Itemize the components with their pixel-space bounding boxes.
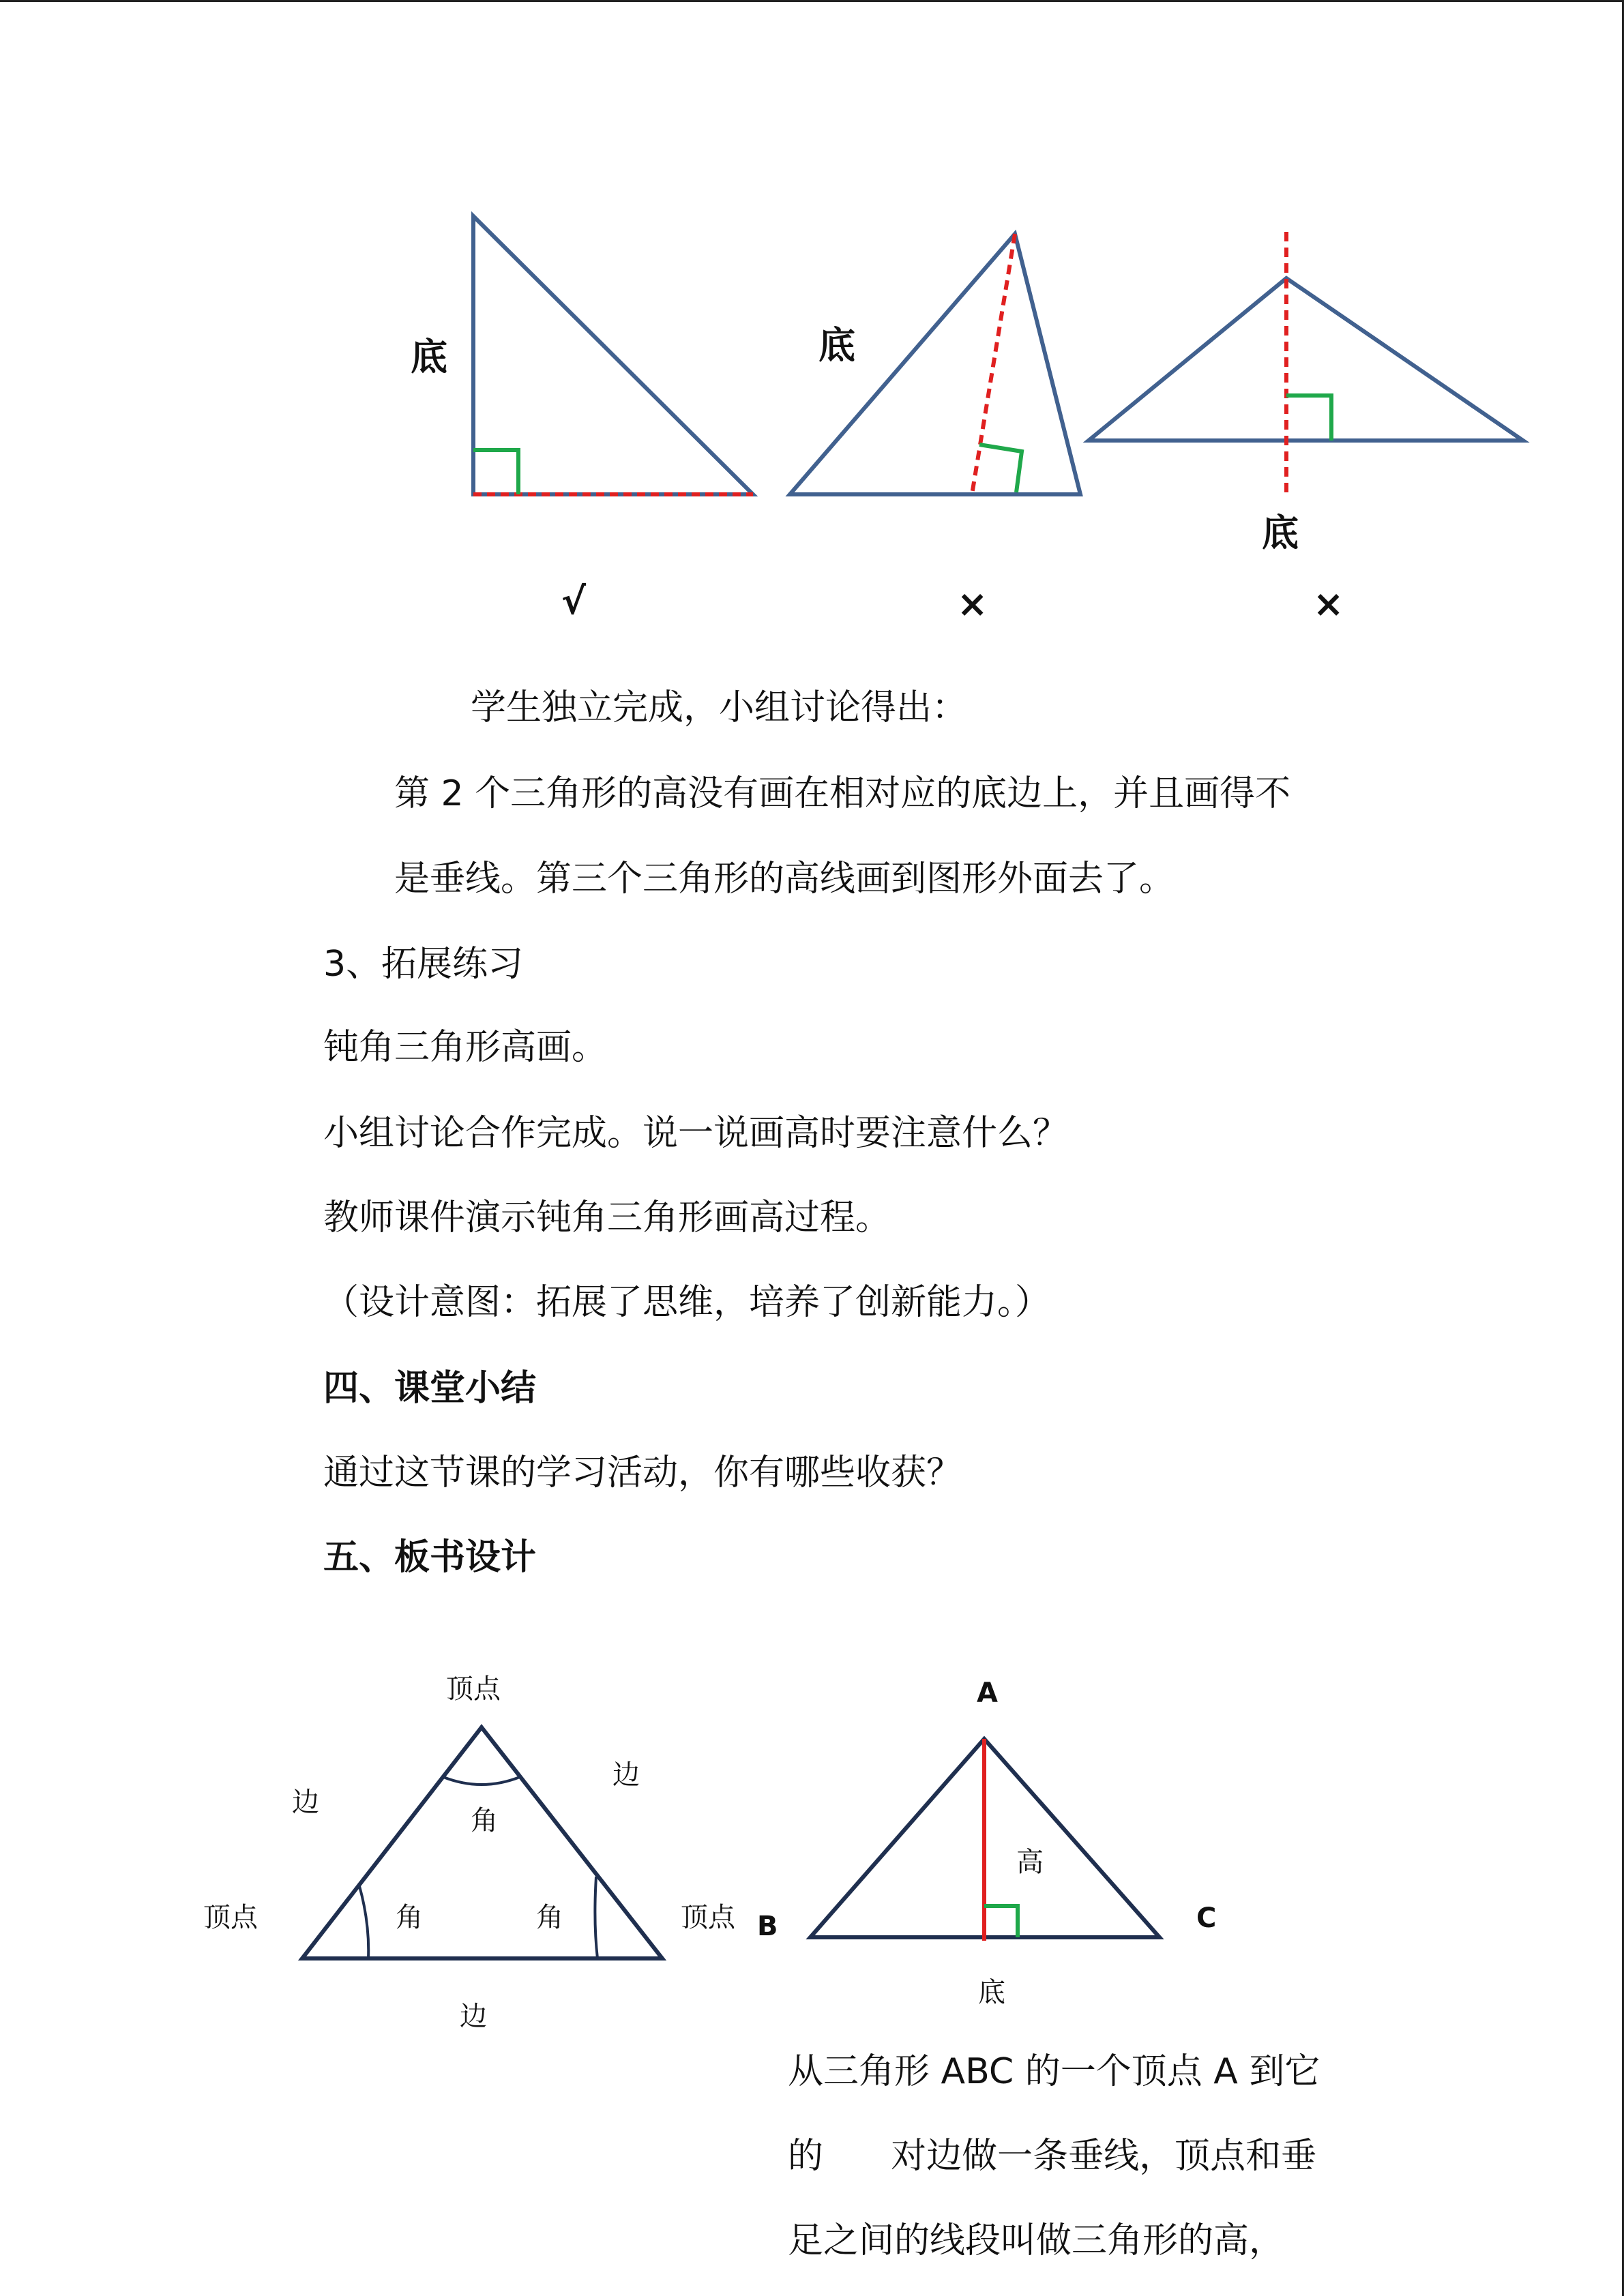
paragraph-4: 3、拓展练习 (323, 944, 524, 985)
triangle-2-dashed-height (972, 234, 1015, 494)
paragraph-8: （设计意图：拓展了思维，培养了创新能力。） (323, 1282, 1051, 1323)
triangle-3-label: 底 (1262, 511, 1299, 554)
paragraph-5: 钝角三角形高画。 (323, 1027, 608, 1068)
angle-arc-left (359, 1886, 368, 1958)
triangle-2-mark: × (957, 582, 988, 625)
definition-line-2: 的 对边做一条垂线，顶点和垂 (788, 2136, 1317, 2177)
triangle-1-label: 底 (411, 336, 447, 378)
definition-line-3: 足之间的线段叫做三角形的高， (788, 2220, 1285, 2261)
paragraph-7: 教师课件演示钝角三角形画高过程。 (323, 1197, 891, 1238)
paragraph-1: 学生独立完成，小组讨论得出： (471, 687, 968, 728)
heading-board-design: 五、板书设计 (323, 1537, 537, 1578)
vertex-left-label: 顶点 (203, 1902, 258, 1933)
board-left-shape (302, 1727, 662, 1958)
triangle-1-mark: √ (561, 580, 587, 623)
paragraph-3: 是垂线。第三个三角形的高线画到图形外面去了。 (394, 859, 1175, 899)
angle-top-label: 角 (471, 1805, 498, 1836)
triangle-1 (411, 216, 753, 623)
vertex-top-label: 顶点 (446, 1673, 501, 1705)
vertex-A-label: A (977, 1678, 998, 1709)
triangle-3 (1089, 232, 1523, 625)
triangle-1-shape (473, 216, 753, 494)
paragraph-2: 第 2 个三角形的高没有画在相对应的底边上，并且画得不 (394, 773, 1291, 814)
triangle-1-right-angle (473, 450, 518, 494)
board-left-triangle (203, 1673, 736, 2032)
vertex-C-label: C (1196, 1903, 1217, 1934)
height-right-angle (984, 1906, 1018, 1937)
angle-arc-right (595, 1877, 597, 1958)
triangle-2-label: 底 (818, 324, 855, 367)
side-bottom-label: 边 (460, 2001, 487, 2032)
board-right-triangle (757, 1678, 1216, 2008)
angle-arc-top (443, 1777, 520, 1785)
triangle-3-right-angle (1286, 396, 1331, 441)
angle-right-label: 角 (536, 1902, 563, 1933)
triangle-2-right-angle (979, 445, 1022, 492)
angle-left-label: 角 (396, 1902, 423, 1933)
vertex-right-label: 顶点 (681, 1902, 735, 1933)
paragraph-9: 通过这节课的学习活动，你有哪些收获？ (323, 1452, 962, 1493)
triangle-2 (790, 234, 1080, 625)
definition-line-1: 从三角形 ABC 的一个顶点 A 到它 (788, 2051, 1320, 2092)
height-label: 高 (1016, 1847, 1044, 1878)
triangle-3-shape (1089, 278, 1523, 441)
side-right-label: 边 (612, 1759, 640, 1791)
vertex-B-label: B (757, 1911, 778, 1942)
triangle-3-mark: × (1313, 582, 1344, 625)
heading-summary: 四、课堂小结 (323, 1368, 537, 1409)
paragraph-6: 小组讨论合作完成。说一说画高时要注意什么？ (323, 1113, 1069, 1154)
side-left-label: 边 (292, 1787, 319, 1818)
base-label: 底 (978, 1977, 1005, 2008)
